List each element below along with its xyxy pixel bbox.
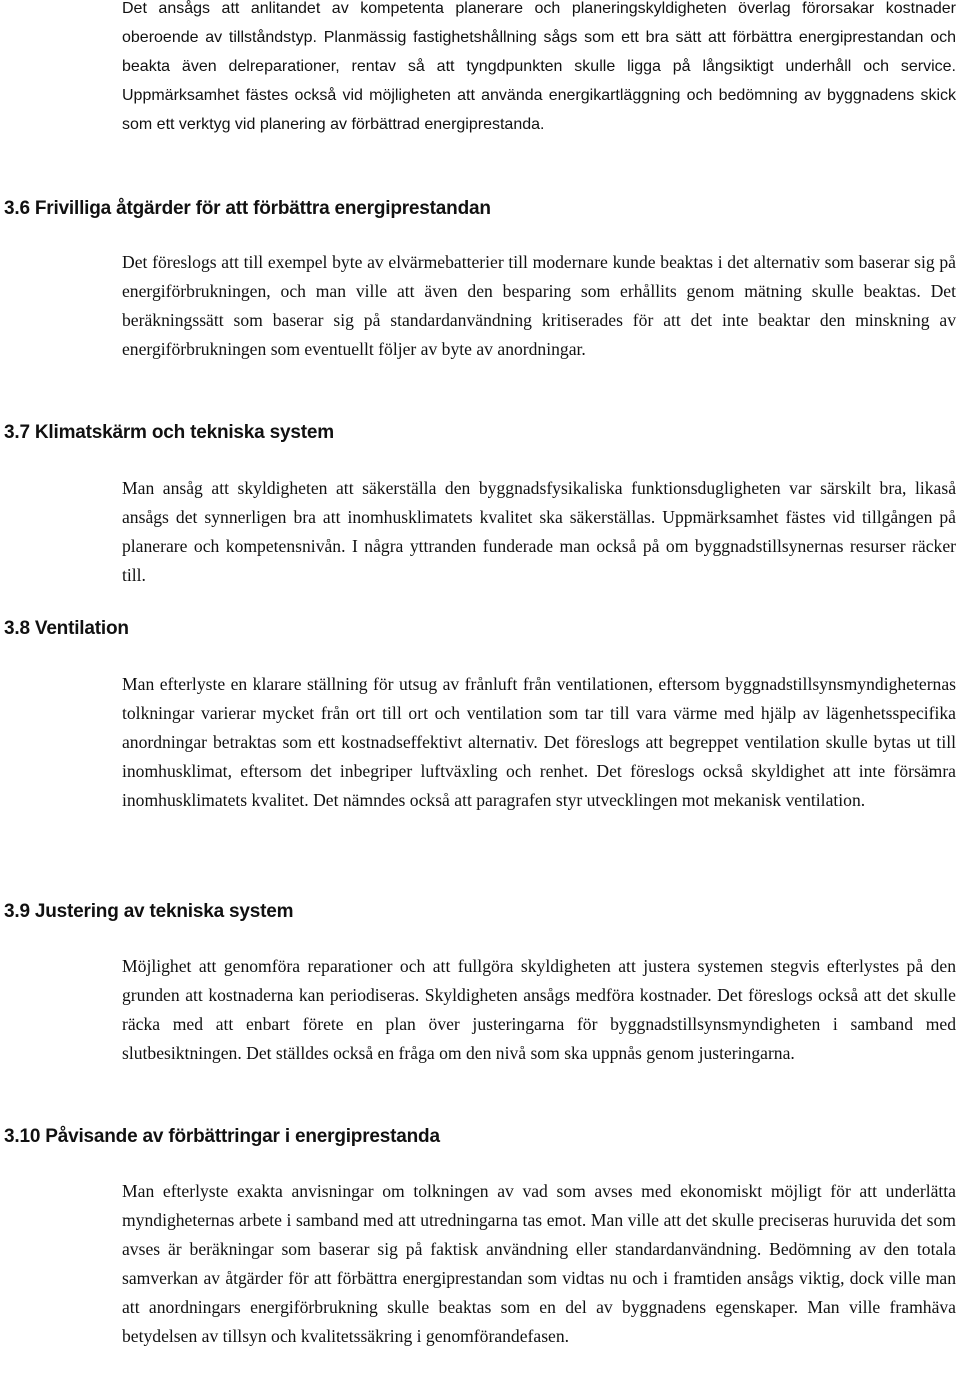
section-heading-3-9: 3.9 Justering av tekniska system <box>4 901 294 922</box>
section-body-3-10: Man efterlyste exakta anvisningar om tolkningen av vad som avses med ekonomiskt möjligt för att underlätta myndigheternas arbete i samband med att utredningarna tas emot. Man ville att det skulle preciseras huruvida det som avses är beräkningar som baserar sig på faktisk användning eller standardanvändning. Bedömning av den totala samverkan av åtgärder för att förbättra energiprestandan som vidtas nu och i framtiden ansågs viktig, dock ville man att anordningars energiförbrukning skulle beaktas som en del av byggnadens egenskaper. Man ville framhäva betydelsen av tillsyn och kvalitetssäkring i genomförandefasen. <box>122 1181 956 1346</box>
section-heading-3-8: 3.8 Ventilation <box>4 618 129 639</box>
section-body-3-7: Man ansåg att skyldigheten att säkerställa den byggnadsfysikaliska funktionsdugligheten var särskilt bra, likaså ansågs det synnerligen bra att inomhusklimatets kvalitet ska säkerställas. Uppmärksamhet fästes vid tillgången på planerare och kompetensnivån. I några yttranden funderade man också på om byggnadstillsynernas resurser räcker till. <box>122 478 956 585</box>
section-body-3-8: Man efterlyste en klarare ställning för utsug av frånluft från ventilationen, eftersom byggnadstillsynsmyndigheternas tolkningar varierar mycket från ort till ort och ventilation som tar till vara värme med hjälp av lägenhetsspecifika anordningar betraktas som ett kostnadseffektivt alternativ. Det föreslogs att begreppet ventilation skulle bytas ut till inomhusklimat, eftersom det inbegriper luftväxling och renhet. Det föreslogs också skyldighet att inte försämra inomhusklimatets kvalitet. Det nämndes också att paragrafen styr utvecklingen mot mekanisk ventilation. <box>122 674 956 810</box>
intro-paragraph: Det ansågs att anlitandet av kompetenta planerare och planeringskyldigheten överlag förorsakar kostnader oberoende av tillståndstyp. Planmässig fastighetshållning sågs som ett bra sätt att förbättra energiprestandan och beakta även delreparationer, rentav så att tyngdpunkten skulle ligga på långsiktigt underhåll och service. Uppmärksamhet fästes också vid möjligheten att använda energikartläggning och bedömning av byggnadens skick som ett verktyg vid planering av förbättrad energiprestanda. <box>122 0 956 133</box>
section-heading-3-6: 3.6 Frivilliga åtgärder för att förbättra energiprestandan <box>4 198 491 219</box>
section-body-3-9: Möjlighet att genomföra reparationer och att fullgöra skyldigheten att justera systemen stegvis efterlystes på den grunden att kostnaderna kan periodiseras. Skyldigheten ansågs medföra kostnader. Det föreslogs också att det skulle räcka med att enbart förete en plan över justeringarna för byggnadstillsynsmyndigheten i samband med slutbesiktningen. Det ställdes också en fråga om den nivå som ska uppnås genom justeringarna. <box>122 956 956 1063</box>
section-heading-3-10: 3.10 Påvisande av förbättringar i energiprestanda <box>4 1126 440 1147</box>
section-body-3-6: Det föreslogs att till exempel byte av elvärmebatterier till modernare kunde beaktas i det alternativ som baserar sig på energiförbrukningen, och man ville att även den besparing som erhållits genom mätning skulle beaktas. Det beräkningssätt som baserar sig på standardanvändning kritiserades för att det inte beaktar den minskning av energiförbrukningen som eventuellt följer av byte av anordningar. <box>122 252 956 359</box>
section-heading-3-7: 3.7 Klimatskärm och tekniska system <box>4 422 334 443</box>
